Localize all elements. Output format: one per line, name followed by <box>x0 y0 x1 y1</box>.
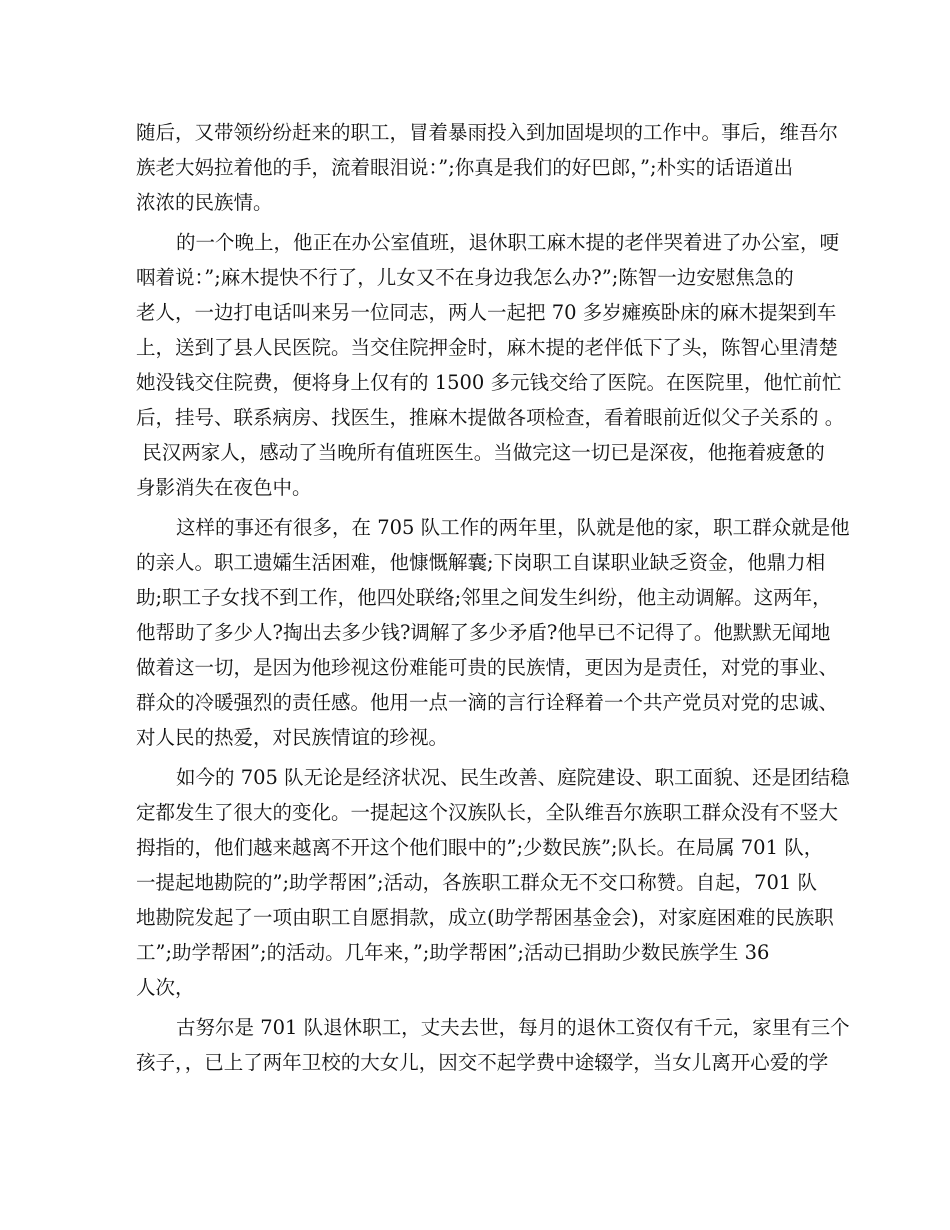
text-line: 助;职工子女找不到工作，他四处联络;邻里之间发生纠纷，他主动调解。这两年， <box>136 586 832 609</box>
text-line: 对人民的热爱，对民族情谊的珍视。 <box>136 726 449 749</box>
text-line: 一提起地勘院的”;助学帮困”;活动，各族职工群众无不交口称赞。自起，701 队 <box>136 871 817 894</box>
text-line: 这样的事还有很多，在 705 队工作的两年里，队就是他的家，职工群众就是他 <box>176 516 850 539</box>
text-line: 他帮助了多少人?掏出去多少钱?调解了多少矛盾?他早已不记得了。他默默无闻地 <box>136 621 831 644</box>
text-line: 如今的 705 队无论是经济状况、民生改善、庭院建设、职工面貌、还是团结稳 <box>176 766 850 789</box>
text-line: 拇指的，他们越来越离不开这个他们眼中的”;少数民族”;队长。在局属 701 队， <box>136 836 824 859</box>
text-line: 的一个晚上，他正在办公室值班，退休职工麻木提的老伴哭着进了办公室，哽 <box>176 231 840 254</box>
text-line: 族老大妈拉着他的手，流着眼泪说：”;你真是我们的好巴郎，”;朴实的话语道出 <box>136 156 794 179</box>
text-line: 工”;助学帮困”;的活动。几年来，”;助学帮困”;活动已捐助少数民族学生 36 <box>136 941 770 964</box>
text-line: 后，挂号、联系病房、找医生，推麻木提做各项检查，看着眼前近似父子关系的 。 <box>136 406 845 429</box>
text-line: 随后，又带领纷纷赶来的职工，冒着暴雨投入到加固堤坝的工作中。事后，维吾尔 <box>136 121 839 144</box>
text-line: 她没钱交住院费，便将身上仅有的 1500 多元钱交给了医院。在医院里，他忙前忙 <box>136 371 842 394</box>
text-line: 人次， <box>136 976 195 999</box>
text-line: 古努尔是 701 队退休职工，丈夫去世，每月的退休工资仅有千元，家里有三个 <box>176 1016 850 1039</box>
text-line: 上，送到了县人民医院。当交住院押金时，麻木提的老伴低下了头，陈智心里清楚 <box>136 336 839 359</box>
text-line: 浓浓的民族情。 <box>136 191 273 214</box>
text-line: 咽着说：”;麻木提快不行了，儿女又不在身边我怎么办?”;陈智一边安慰焦急的 <box>136 266 794 289</box>
text-line: 民汉两家人，感动了当晚所有值班医生。当做完这一切已是深夜，他拖着疲惫的 <box>136 441 825 464</box>
text-line: 定都发生了很大的变化。一提起这个汉族队长，全队维吾尔族职工群众没有不竖大 <box>136 801 839 824</box>
text-line: 做着这一切，是因为他珍视这份难能可贵的民族情，更因为是责任，对党的事业、 <box>136 656 839 679</box>
text-line: 群众的冷暖强烈的责任感。他用一点一滴的言行诠释着一个共产党员对党的忠诚、 <box>136 691 839 714</box>
text-line: 身影消失在夜色中。 <box>136 476 312 499</box>
text-line: 孩子，，已上了两年卫校的大女儿，因交不起学费中途辍学，当女儿离开心爱的学 <box>136 1051 829 1074</box>
text-line: 老人，一边打电话叫来另一位同志，两人一起把 70 多岁瘫痪卧床的麻木提架到车 <box>136 301 837 324</box>
text-line: 地勘院发起了一项由职工自愿捐款，成立(助学帮困基金会)，对家庭困难的民族职 <box>136 906 834 929</box>
text-line: 的亲人。职工遗孀生活困难，他慷慨解囊;下岗职工自谋职业缺乏资金，他鼎力相 <box>136 551 826 574</box>
